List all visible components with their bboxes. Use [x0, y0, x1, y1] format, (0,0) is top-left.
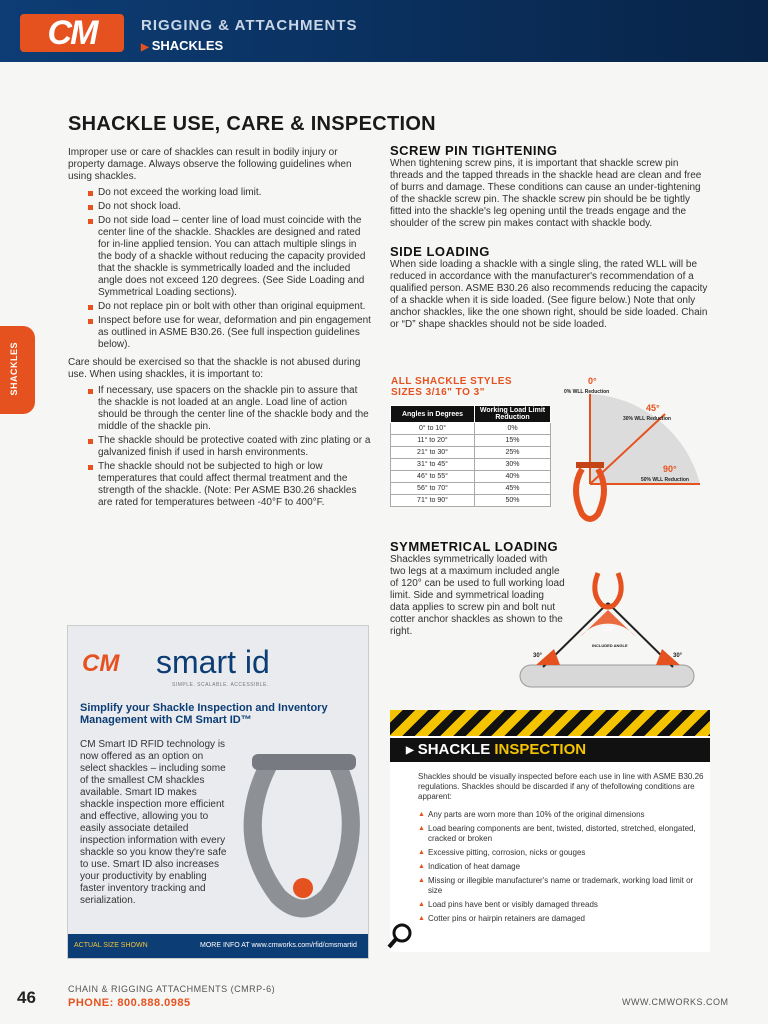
angle-label-deg: 0°: [588, 376, 597, 386]
side-tab: [0, 326, 35, 414]
load-pipe: [520, 665, 694, 687]
list-item: Do not replace pin or bolt with other than original equipment.: [88, 301, 373, 313]
shackle-image: [238, 726, 368, 926]
side-load-angle-diagram: [560, 374, 710, 524]
list-item: Do not side load – center line of load must coincide with the center line of the shackle. Shackles are designed and rated for in-line applied tension. You can attach multiple slings in the body of a shackle without reducing the capacity provided that the shackle is symmetrically loaded and the included angle does not exceed 120 degrees. (See Side Loading and Symmetrical Loading sections).: [88, 215, 373, 299]
ad-headline: Simplify your Shackle Inspection and Inventory Management with CM Smart ID™: [80, 702, 328, 726]
angle-label-text: 0% WLL Reduction: [564, 389, 610, 395]
table-cell: 56° to 70°: [391, 483, 475, 495]
table-row: [391, 495, 551, 507]
inspection-intro: Shackles should be visually inspected before each use in line with ASME B30.26 regulations. Shackles should be discarded if any of thefollowing conditions are apparent:: [418, 772, 704, 801]
table-cell: 11° to 20°: [391, 435, 475, 447]
more-info: [200, 934, 357, 958]
styles-heading-line1: ALL SHACKLE STYLES: [391, 376, 513, 387]
angle-label-text: 30% WLL Reduction: [623, 416, 671, 422]
ad-tagline: SIMPLE. SCALABLE. ACCESSIBLE.: [172, 682, 269, 688]
list-item: The shackle should not be subjected to high or low temperatures that could affect thermal treatment and the strength of the shackle. (Note: Per ASME B30.26 shackles are rated for temperatures between -40°F to 400°F.: [88, 461, 373, 509]
symmetrical-text: Shackles symmetrically loaded with two legs at a maximum included angle of 120° can be used to full working load limit. Side and symmetrical loading data applies to screw pin and bolt nut cotter anchor shackles as shown to the right.: [390, 554, 565, 637]
list-item: ▲ Indication of heat damage: [418, 862, 708, 872]
page-title: SHACKLE USE, CARE & INSPECTION: [68, 113, 436, 135]
list-item: The shackle should be protective coated with zinc plating or a galvanized finish if used in harsh environments.: [88, 435, 373, 459]
angle-sector-shading: [590, 394, 700, 484]
intro-text: Improper use or care of shackles can result in bodily injury or property damage. Always observe the following guidelines when using shackles.: [68, 147, 352, 182]
included-angle-label: INCLUDED ANGLE: [592, 643, 628, 648]
angle-label-text: 50% WLL Reduction: [641, 477, 689, 483]
ad-brand-cm: CM: [82, 650, 120, 677]
screw-pin-section: [390, 145, 710, 230]
list-item: If necessary, use spacers on the shackle pin to assure that the shackle is not loaded at an angle. Load line of action should be through the center line of the shackle body and the middle of the shackle pin.: [88, 385, 373, 433]
table-cell: 25%: [475, 447, 551, 459]
table-cell: 0° to 10°: [391, 423, 475, 435]
table-cell: 50%: [475, 495, 551, 507]
angle-label-deg: 45°: [646, 403, 660, 413]
shackle-icon: [595, 573, 621, 607]
page-header: [0, 0, 768, 62]
use-guidelines: [88, 187, 373, 351]
table-row: [391, 423, 551, 435]
styles-heading: [391, 376, 512, 398]
inspection-title: [390, 738, 710, 762]
ad-footer: [68, 934, 368, 958]
subsection-title: ▶ SHACKLES: [141, 38, 223, 53]
actual-size-label: ACTUAL SIZE SHOWN: [74, 942, 148, 949]
table-cell: 45%: [475, 483, 551, 495]
ad-brand-smartid: smart id: [156, 644, 270, 680]
website-link[interactable]: WWW.CMWORKS.COM: [622, 997, 729, 1007]
angle-30-label: 30°: [673, 653, 683, 659]
table-header: Working Load Limit Reduction: [475, 406, 551, 423]
cm-logo: CM: [20, 14, 124, 52]
rfid-tag-icon: [293, 878, 313, 898]
table-row: [391, 447, 551, 459]
table-cell: 40%: [475, 471, 551, 483]
styles-heading-line2: SIZES 3/16" TO 3": [391, 387, 485, 398]
table-row: [391, 483, 551, 495]
wll-reduction-table: [390, 405, 551, 507]
list-item: Do not exceed the working load limit.: [88, 187, 373, 199]
more-info-label: MORE INFO AT: [200, 942, 250, 949]
list-item: ▲ Missing or illegible manufacturer's name or trademark, working load limit or size: [418, 876, 708, 896]
side-loading-heading: SIDE LOADING: [390, 244, 490, 259]
phone-number: PHONE: 800.888.0985: [68, 997, 191, 1009]
list-item: Do not shock load.: [88, 201, 373, 213]
list-item: ▲ Cotter pins or hairpin retainers are damaged: [418, 914, 708, 924]
screw-pin-text: When tightening screw pins, it is important that shackle screw pin threads and the tapped threads in the shackle head are clean and free of burrs and damage. These conditions can cause an under-tightening of the shackle screw pin. The shackle screw pin should be be tightly fitted into the shackle's leg opening until the treads engage and the shoulder of the screw pin makes contact with shackle body.: [390, 158, 702, 229]
inspection-list: [418, 810, 708, 928]
right-column: [390, 145, 710, 341]
angle-120-label: 120°: [602, 627, 615, 633]
shackle-pin-icon: [252, 754, 356, 770]
ad-body: CM Smart ID RFID technology is now offered as an option on select shackles – including some of the smallest CM shackles available. Smart ID makes shackle inspection more efficient and effective, allowing you to easily associate detailed inspection information with every shackle so you know they're safe to use. Smart ID also increases your productivity by enabling faster inventory tracking and serialization.: [80, 739, 227, 906]
table-cell: 71° to 90°: [391, 495, 475, 507]
list-item: ▲ Load bearing components are bent, twisted, distorted, stretched, elongated, cracked or broken: [418, 824, 708, 844]
inspection-title-b: INSPECTION: [494, 741, 587, 758]
shackle-pin-icon: [576, 462, 604, 468]
page-footer: [0, 980, 768, 1024]
care-guidelines: [88, 385, 373, 509]
list-item: Inspect before use for wear, deformation and pin engagement as outlined in ASME B30.26. (See full inspection guidelines below).: [88, 315, 373, 351]
list-item: ▲ Excessive pitting, corrosion, nicks or gouges: [418, 848, 708, 858]
hazard-stripe: [390, 710, 710, 736]
table-row: [391, 471, 551, 483]
table-row: [391, 435, 551, 447]
table-cell: 21° to 30°: [391, 447, 475, 459]
care-text: Care should be exercised so that the shackle is not abused during use. When using shackles, it is important to:: [68, 357, 361, 380]
page-number: 46: [17, 988, 36, 1007]
table-cell: 31° to 45°: [391, 459, 475, 471]
inspection-box: [390, 710, 710, 952]
table-cell: 30%: [475, 459, 551, 471]
angle-label-deg: 90°: [663, 464, 677, 474]
screw-pin-heading: SCREW PIN TIGHTENING: [390, 143, 558, 158]
more-info-url[interactable]: www.cmworks.com/rfid/cmsmartid: [251, 942, 357, 949]
table-cell: 0%: [475, 423, 551, 435]
catalog-name: CHAIN & RIGGING ATTACHMENTS (CMRP-6): [68, 984, 276, 994]
symmetrical-heading: SYMMETRICAL LOADING: [390, 539, 559, 554]
symmetrical-loading-diagram: [518, 565, 698, 695]
list-item: ▲ Any parts are worn more than 10% of the original dimensions: [418, 810, 708, 820]
smart-id-ad: [67, 625, 369, 959]
side-tab-label: SHACKLES: [9, 342, 19, 396]
angle-30-label: 30°: [533, 653, 543, 659]
side-loading-section: [390, 246, 710, 331]
table-cell: 46° to 55°: [391, 471, 475, 483]
table-header: Angles in Degrees: [391, 406, 475, 423]
table-row: [391, 459, 551, 471]
magnifier-icon: [386, 922, 414, 950]
list-item: ▲ Load pins have bent or visibly damaged threads: [418, 900, 708, 910]
left-column: [68, 147, 373, 515]
section-title: RIGGING & ATTACHMENTS: [141, 17, 358, 34]
side-loading-text: When side loading a shackle with a single sling, the rated WLL will be reduced in accordance with the manufacturer's recommendation of a qualified person. ASME B30.26 also recommends reducing the capacity of a shackle when it is side loaded. (See figure below.) Note that only anchor shackles, like the one shown right, should be side loaded. Chain or “D” shape shackles should not be side loaded.: [390, 259, 708, 330]
table-cell: 15%: [475, 435, 551, 447]
inspection-title-a: SHACKLE: [417, 741, 491, 758]
